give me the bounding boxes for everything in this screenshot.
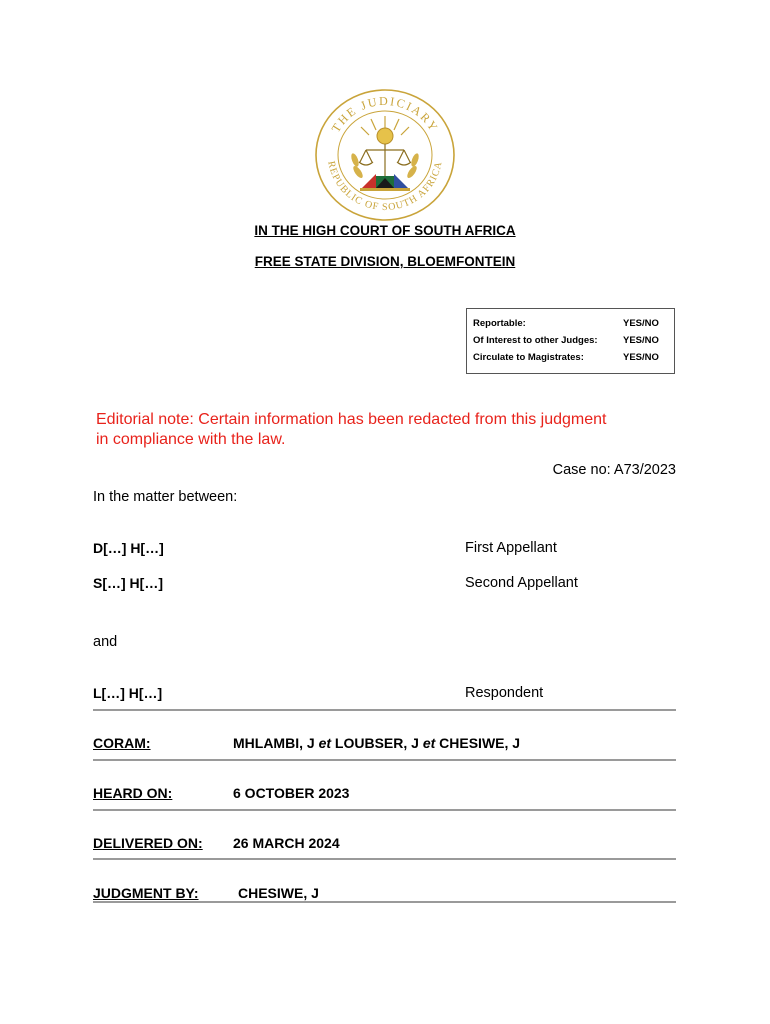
divider bbox=[93, 901, 676, 903]
first-appellant-role: First Appellant bbox=[465, 540, 557, 556]
classification-row-reportable bbox=[473, 318, 674, 335]
coram-et: et bbox=[422, 735, 436, 751]
coram-et: et bbox=[318, 735, 332, 751]
classification-value: YES/NO bbox=[623, 318, 659, 329]
division-title: FREE STATE DIVISION, BLOEMFONTEIN bbox=[254, 254, 516, 269]
case-number: Case no: A73/2023 bbox=[552, 462, 676, 478]
divider bbox=[93, 709, 676, 711]
second-appellant-role: Second Appellant bbox=[465, 575, 578, 591]
coram-judge: LOUBSER, J bbox=[334, 735, 419, 751]
respondent-role: Respondent bbox=[465, 685, 544, 701]
coram-judge: CHESIWE, J bbox=[439, 735, 521, 751]
judgment-by-label: JUDGMENT BY: bbox=[93, 885, 199, 901]
delivered-on-value: 26 MARCH 2024 bbox=[233, 835, 340, 851]
delivered-on-label: DELIVERED ON: bbox=[93, 835, 203, 851]
classification-value: YES/NO bbox=[623, 352, 659, 363]
divider bbox=[93, 809, 676, 811]
heard-on-value: 6 OCTOBER 2023 bbox=[233, 785, 350, 801]
and-conjunction: and bbox=[93, 634, 118, 650]
second-appellant-name: S[…] H[…] bbox=[93, 575, 163, 591]
heard-on-label: HEARD ON: bbox=[93, 785, 173, 801]
editorial-note: Editorial note: Certain information has been redacted from this judgment in compliance with the law. bbox=[96, 411, 607, 448]
classification-label: Circulate to Magistrates: bbox=[473, 352, 584, 363]
divider bbox=[93, 858, 676, 860]
judiciary-seal bbox=[314, 88, 456, 222]
classification-row-interest bbox=[473, 335, 674, 352]
seal-text-bottom: REPUBLIC OF SOUTH AFRICA bbox=[325, 160, 445, 214]
classification-label: Reportable: bbox=[473, 318, 526, 329]
classification-row-circulate bbox=[473, 352, 674, 369]
coram-value bbox=[233, 735, 520, 751]
divider bbox=[93, 759, 676, 761]
classification-label: Of Interest to other Judges: bbox=[473, 335, 598, 346]
classification-box bbox=[466, 308, 675, 374]
classification-value: YES/NO bbox=[623, 335, 659, 346]
judiciary-seal-graphic bbox=[314, 88, 456, 222]
first-appellant-name: D[…] H[…] bbox=[93, 540, 164, 556]
court-title: IN THE HIGH COURT OF SOUTH AFRICA bbox=[254, 223, 516, 238]
coram-judge: MHLAMBI, J bbox=[233, 735, 315, 751]
judgment-by-value: CHESIWE, J bbox=[238, 885, 319, 901]
respondent-name: L[…] H[…] bbox=[93, 685, 163, 701]
matter-intro: In the matter between: bbox=[93, 489, 238, 505]
coram-label: CORAM: bbox=[93, 735, 151, 751]
seal-text-top: THE JUDICIARY bbox=[328, 93, 442, 135]
